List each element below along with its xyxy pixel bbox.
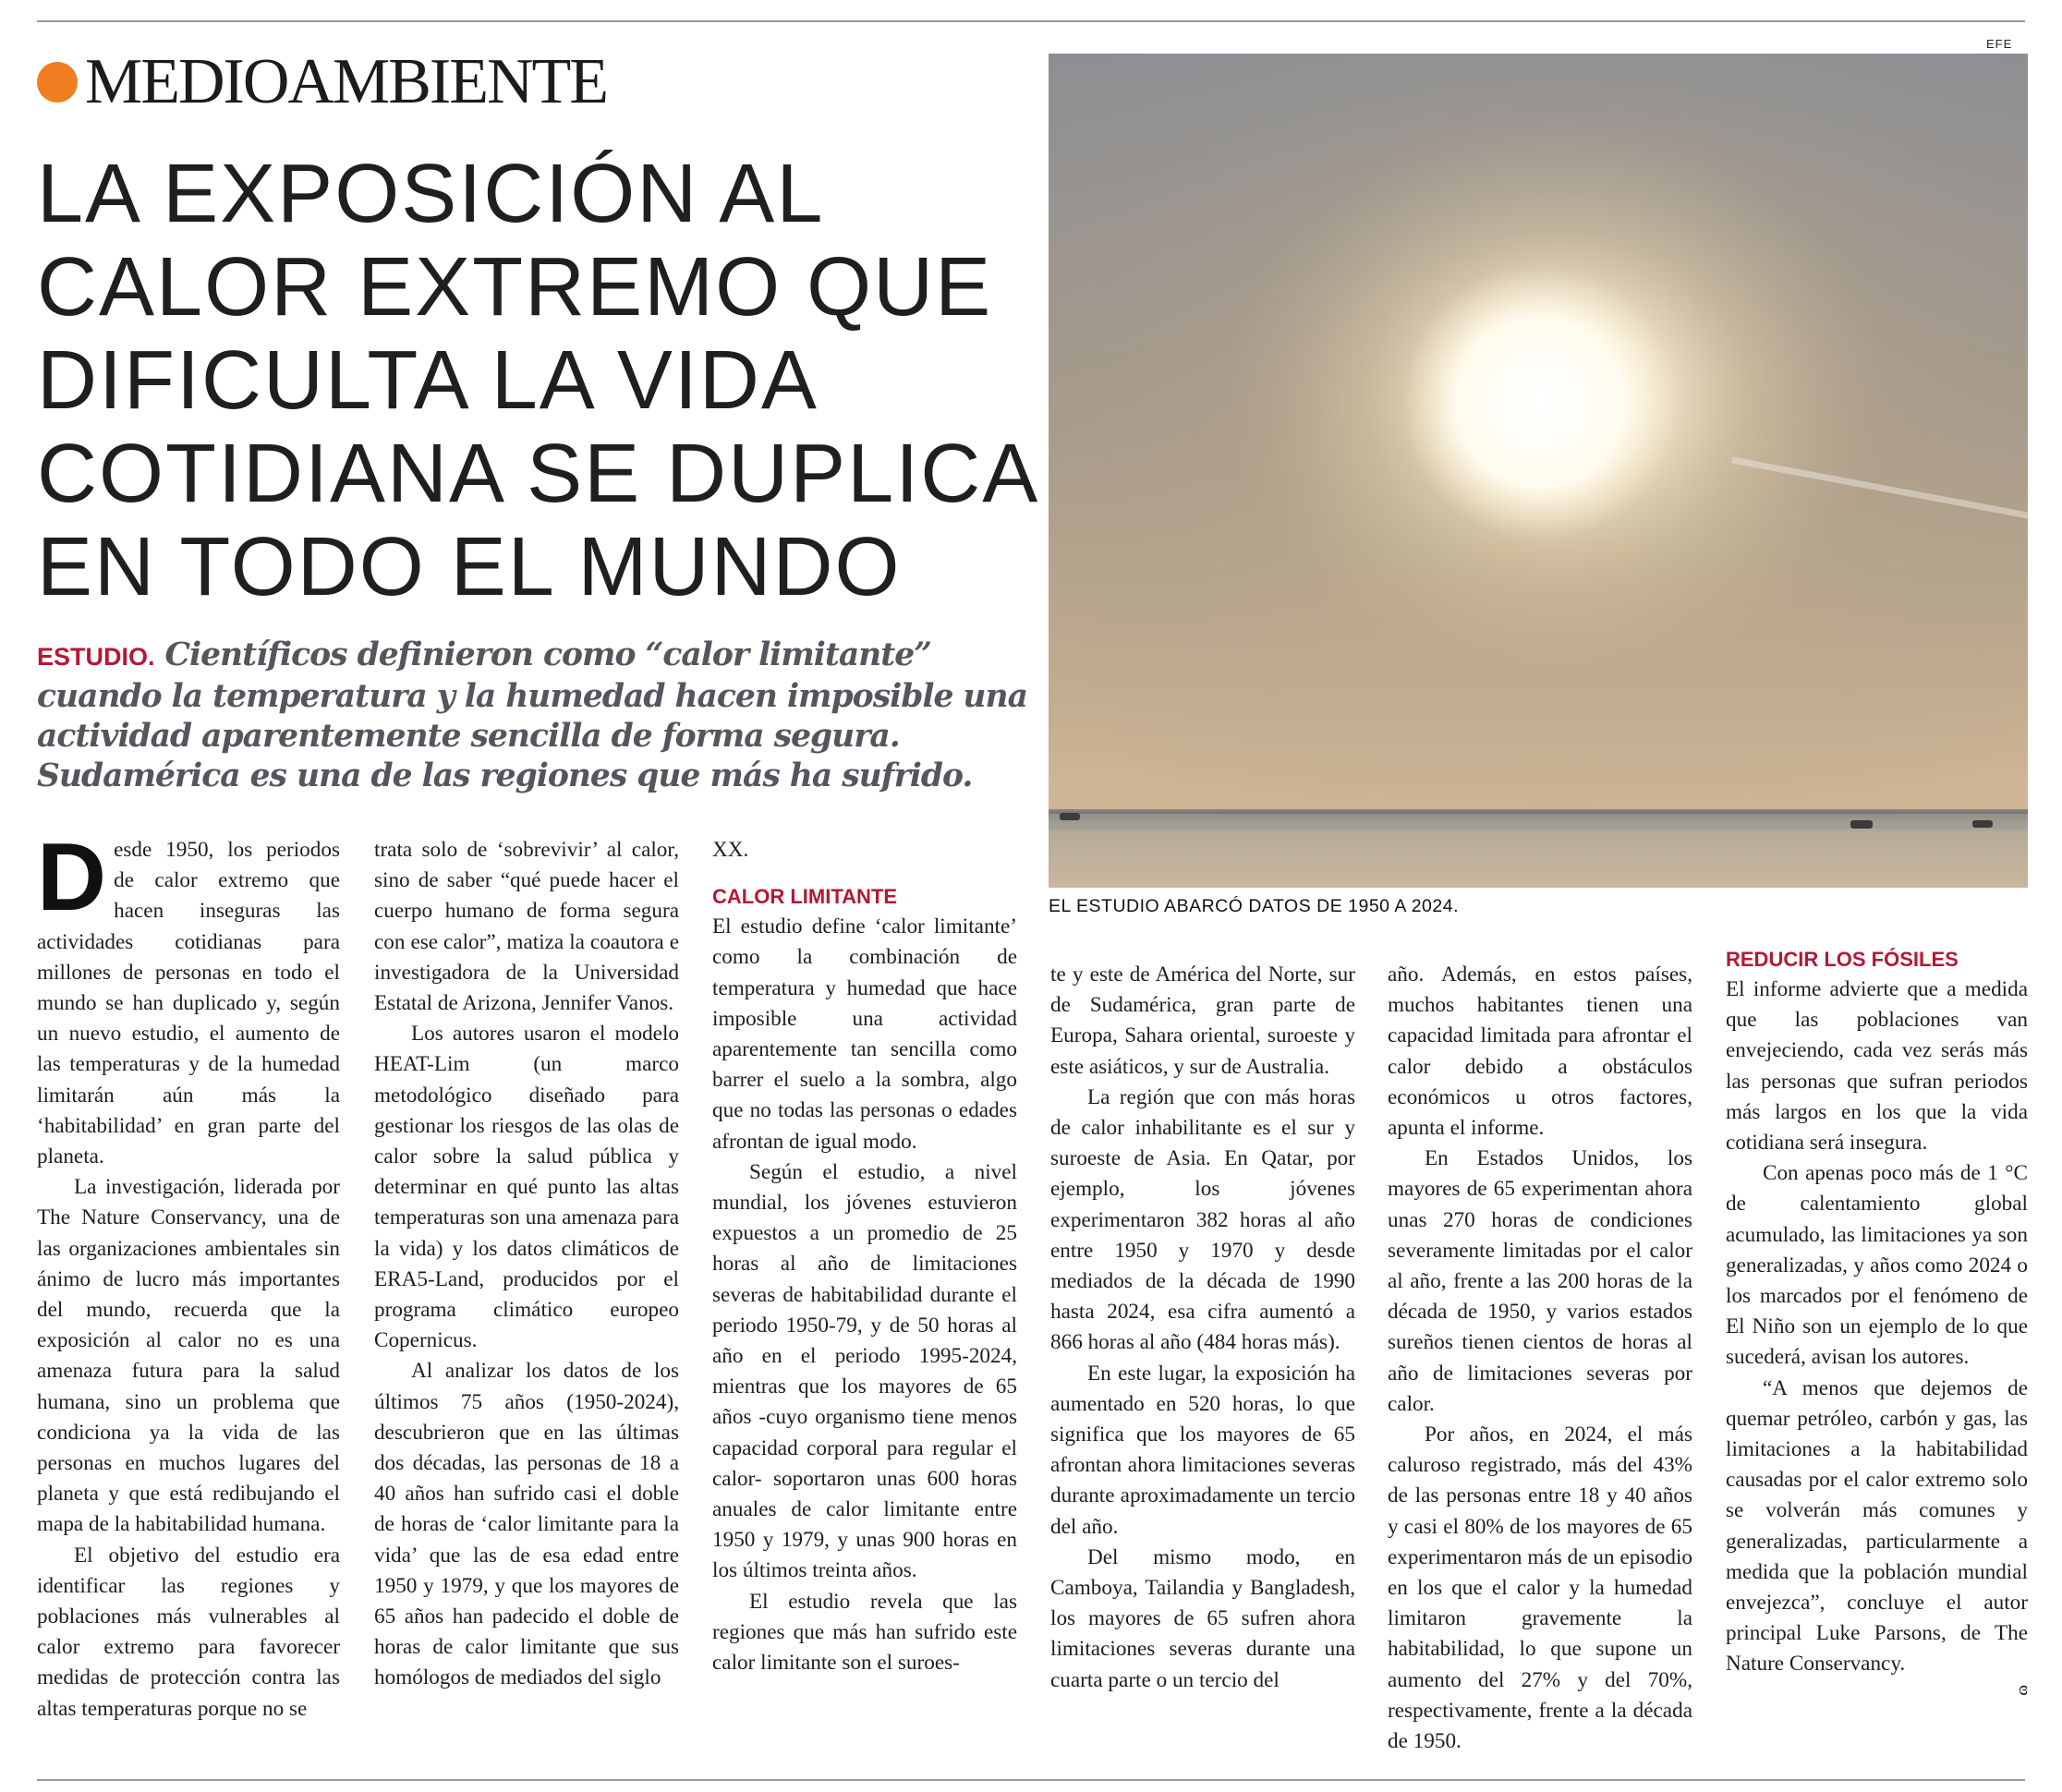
- lead-text: Científicos definieron como “calor limitante” cuando la temperatura y la humedad hacen imposible una actividad aparentemente sencilla de forma segura. Sudamérica es una de las regiones que más ha sufrido.: [37, 636, 1027, 794]
- headline-line: EN TODO EL MUNDO: [37, 521, 902, 613]
- paragraph: “A menos que dejemos de quemar petróleo, carbón y gas, las limitaciones a la habitabilidad causadas por el calor extremo solo se volverán más comunes y generalizadas, particularmente a medida que la población mundial envejezca”, concluye el autor principal Luke Parsons, de The Nature Conservancy.: [1726, 1375, 2028, 1677]
- paragraph: esde 1950, los periodos de calor extremo que hacen inseguras las actividades cotidianas para millones de personas en todo el mundo se han duplicado y, según un nuevo estudio, el aumento de las temperaturas y de la humedad limitarán aún más la ‘habitabilidad’ en gran parte del planeta.: [37, 838, 340, 1169]
- photo-caption: EL ESTUDIO ABARCÓ DATOS DE 1950 A 2024.: [1049, 896, 1459, 916]
- sun-photo-illustration: [1049, 54, 2028, 888]
- lead-kicker: ESTUDIO.: [37, 643, 155, 671]
- paragraph: Según el estudio, a nivel mundial, los jóvenes estuvieron expuestos a un promedio de 25 horas al año de limitaciones severas de habitabilidad durante el periodo 1950-79, y de 50 horas al año en el periodo 1995-2024, mientras que los mayores de 65 años -cuyo organismo tiene menos capacidad corporal para regular el calor- soportaron unas 600 horas anuales de calor limitante entre 1950 y 1979, y unas 900 horas en los últimos treinta años.: [712, 1159, 1017, 1583]
- bottom-rule: [37, 1779, 2025, 1781]
- headline-line: LA EXPOSICIÓN AL: [37, 148, 825, 240]
- article-column-4: [1050, 960, 1355, 1696]
- article-column-1: [37, 824, 340, 1725]
- paragraph: Del mismo modo, en Camboya, Tailandia y Bangladesh, los mayores de 65 sufren ahora limitaciones severas durante una cuarta parte o un tercio del: [1050, 1544, 1355, 1692]
- section-label: MEDIOAMBIENTE: [85, 46, 608, 117]
- section-dot-icon: [37, 62, 78, 103]
- lead-paragraph: [37, 636, 1035, 796]
- paragraph: año. Además, en estos países, muchos habitantes tienen una capacidad limitada para afrontar el calor debido a obstáculos económicos u otros factores, apunta el informe.: [1388, 963, 1692, 1141]
- paragraph: Por años, en 2024, el más caluroso registrado, más del 43% de las personas entre 18 y 40 años y casi el 80% de los mayores de 65 experimentaron más de un episodio en los que el calor y la humedad limitaron gravemente la habitabilidad, lo que supone un aumento del 27% y del 70%, respectivamente, frente a la década de 1950.: [1388, 1423, 1692, 1754]
- article-column-6: [1726, 944, 2028, 1699]
- end-mark-icon: ɞ: [2019, 1676, 2028, 1700]
- subhead-reducir-fosiles: REDUCIR LOS FÓSILES: [1726, 948, 1959, 971]
- paragraph: trata solo de ‘sobrevivir’ al calor, sino de saber “qué puede hacer el cuerpo humano de forma segura con ese calor”, matiza la coautora e investigadora de la Universidad Estatal de Arizona, Jennifer Vanos.: [374, 838, 679, 1016]
- article-column-2: [374, 835, 679, 1694]
- headline-line: COTIDIANA SE DUPLICA: [37, 428, 1040, 520]
- headline-line: CALOR EXTREMO QUE: [37, 241, 993, 333]
- photo-credit: EFE: [1986, 37, 2013, 51]
- paragraph: El informe advierte que a medida que las poblaciones van envejeciendo, cada vez serás más las personas que sufran periodos más largos en los que la vida cotidiana será insegura.: [1726, 977, 2028, 1156]
- article-column-5: [1388, 960, 1692, 1757]
- paragraph: Al analizar los datos de los últimos 75 años (1950-2024), descubrieron que en las últimas dos décadas, las personas de 18 a 40 años han sufrido casi el doble de horas de ‘calor limitante para la vida’ que las de esa edad entre 1950 y 1979, y que los mayores de 65 años han padecido el doble de horas de calor limitante que sus homólogos de mediados del siglo: [374, 1359, 679, 1690]
- paragraph: El estudio revela que las regiones que más han sufrido este calor limitante son el suroes-: [712, 1589, 1017, 1676]
- paragraph: En este lugar, la exposición ha aumentado en 520 horas, lo que significa que los mayores de 65 afrontan ahora limitaciones severas durante aproximadamente un tercio del año.: [1050, 1361, 1355, 1539]
- paragraph: El estudio define ‘calor limitante’ como la combinación de temperatura y humedad que hace imposible una actividad aparentemente tan sencilla como barrer el suelo a la sombra, algo que no todas las personas o edades afrontan de igual modo.: [712, 914, 1017, 1154]
- paragraph: El objetivo del estudio era identificar las regiones y poblaciones más vulnerables al calor extremo para favorecer medidas de protección contra las altas temperaturas porque no se: [37, 1543, 340, 1721]
- subhead-calor-limitante: CALOR LIMITANTE: [712, 885, 898, 909]
- headline-line: DIFICULTA LA VIDA: [37, 334, 819, 427]
- section-header: [37, 46, 608, 117]
- top-rule: [37, 20, 2025, 22]
- article-column-3: [712, 835, 1017, 1678]
- paragraph: La región que con más horas de calor inhabilitante es el sur y suroeste de Asia. En Qatar, por ejemplo, los jóvenes experimentaron 382 horas al año entre 1950 y 1970 y desde mediados de la década de 1990 hasta 2024, esa cifra aumentó a 866 horas al año (484 horas más).: [1050, 1084, 1355, 1355]
- photo-sun-halo: [1049, 54, 2028, 888]
- paragraph: XX.: [712, 838, 749, 862]
- paragraph: Con apenas poco más de 1 °C de calentamiento global acumulado, las limitaciones ya son generalizadas, y años como 2024 o los marcados por el fenómeno de El Niño son un ejemplo de lo que sucederá, avisan los autores.: [1726, 1161, 2028, 1370]
- headline: [37, 148, 1040, 614]
- paragraph: te y este de América del Norte, sur de Sudamérica, gran parte de Europa, Sahara oriental, suroeste y este asiáticos, y sur de Australia.: [1050, 963, 1355, 1079]
- paragraph: En Estados Unidos, los mayores de 65 experimentan ahora unas 270 horas de condiciones severamente limitadas por el calor al año, frente a las 200 horas de la década de 1950, y varios estados sureños tienen cientos de horas al año de limitaciones severas por calor.: [1388, 1146, 1692, 1416]
- paragraph: Los autores usaron el modelo HEAT-Lim (un marco metodológico diseñado para gestionar los riesgos de las olas de calor sobre la salud pública y determinar en qué punto las altas temperaturas son una amenaza para la vida) y los datos climáticos de ERA5-Land, producidos por el programa climático europeo Copernicus.: [374, 1022, 679, 1353]
- paragraph: La investigación, liderada por The Nature Conservancy, una de las organizaciones ambientales sin ánimo de lucro más importantes del mundo, recuerda que la exposición al calor no es una amenaza futura para la salud humana, sino un problema que condiciona ya la vida de las personas en muchos lugares del planeta y que está redibujando el mapa de la habitabilidad humana.: [37, 1175, 340, 1537]
- dropcap: D: [37, 824, 107, 931]
